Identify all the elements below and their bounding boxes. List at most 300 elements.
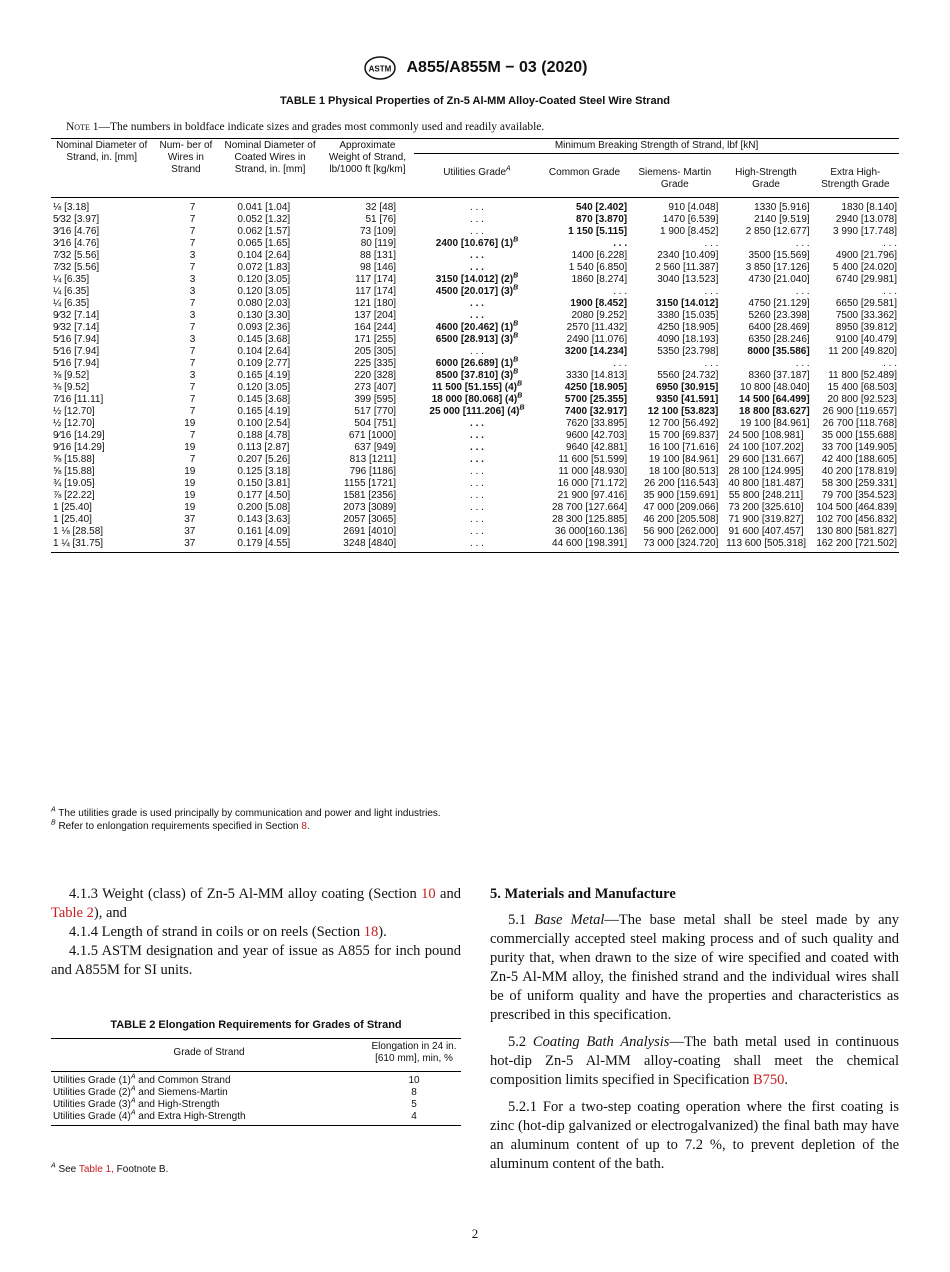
cell-high-strength bbox=[720, 262, 811, 274]
cell-text: 910 [4.048] bbox=[668, 202, 719, 213]
cell-text: . . . bbox=[470, 298, 484, 309]
cell-text: 46 200 [205.508] bbox=[643, 514, 719, 525]
cell-weight bbox=[321, 514, 414, 526]
cell-text: 5700 [25.355] bbox=[564, 394, 628, 405]
cell-text: 1 900 [8.452] bbox=[660, 226, 719, 237]
cell-text: ¾ [19.05] bbox=[53, 478, 95, 489]
cell-text: 18 800 [83.627] bbox=[739, 406, 810, 417]
cell-text: 870 [3.870] bbox=[575, 214, 628, 225]
cell-diameter bbox=[51, 274, 152, 286]
cell-diameter bbox=[51, 442, 152, 454]
cell-diameter bbox=[51, 382, 152, 394]
cell-extra-high bbox=[812, 526, 899, 538]
cell-text: 2073 [3089] bbox=[343, 502, 397, 513]
cell-diameter bbox=[51, 250, 152, 262]
cell-text: 26 900 [119.657] bbox=[822, 406, 897, 417]
cell-text: 7⁄16 [11.11] bbox=[53, 394, 104, 405]
section-18-link[interactable]: 18 bbox=[363, 924, 379, 940]
cell-siemens bbox=[629, 442, 720, 454]
cell-utilities bbox=[414, 262, 540, 274]
cell-text: 9⁄32 [7.14] bbox=[53, 322, 100, 333]
cell-siemens bbox=[629, 466, 720, 478]
table-row bbox=[51, 298, 899, 310]
cell-text: 16 100 [71.616] bbox=[648, 442, 719, 453]
cell-text: . . . bbox=[883, 238, 897, 249]
cell-common bbox=[540, 286, 629, 298]
cell-text: . . . bbox=[613, 286, 628, 297]
table2-footnote bbox=[51, 1164, 168, 1175]
cell-high-strength bbox=[720, 334, 811, 346]
cell-wire-diameter bbox=[219, 334, 320, 346]
cell-grade bbox=[51, 1087, 367, 1099]
cell-wires bbox=[152, 382, 219, 394]
cell-siemens bbox=[629, 322, 720, 334]
header-number-of-wires: Num- ber of Wires in Strand bbox=[152, 139, 219, 198]
cell-text: 37 bbox=[184, 538, 196, 549]
table-row bbox=[51, 1099, 461, 1111]
paragraph-5-1 bbox=[490, 911, 899, 1025]
cell-high-strength bbox=[720, 274, 811, 286]
footnote-marker: A bbox=[130, 1109, 136, 1117]
cell-wires bbox=[152, 442, 219, 454]
cell-wire-diameter bbox=[219, 250, 320, 262]
cell-text: 8360 [37.187] bbox=[748, 370, 810, 381]
cell-text: 813 [1211] bbox=[349, 454, 397, 465]
cell-text: . . . bbox=[470, 478, 484, 489]
cell-siemens bbox=[629, 334, 720, 346]
cell-siemens bbox=[629, 454, 720, 466]
cell-text: 2400 [10.676] (1) bbox=[435, 238, 514, 249]
p51-title: Base Metal bbox=[534, 912, 605, 928]
cell-extra-high bbox=[812, 298, 899, 310]
cell-high-strength bbox=[720, 310, 811, 322]
cell-wire-diameter bbox=[219, 490, 320, 502]
paragraph-4-1-5: 4.1.5 ASTM designation and year of issue as A855 for inch pound and A855M for SI units. bbox=[51, 943, 461, 978]
cell-text: . . . bbox=[883, 358, 897, 369]
cell-text: 1860 [8.274] bbox=[571, 274, 628, 285]
cell-wire-diameter bbox=[219, 226, 320, 238]
table-row bbox=[51, 226, 899, 238]
footnote-marker: B bbox=[513, 368, 519, 376]
cell-text: and High-Strength bbox=[135, 1099, 220, 1110]
cell-text: . . . bbox=[470, 442, 484, 453]
cell-text: 42 400 [188.605] bbox=[821, 454, 897, 465]
cell-text: 7620 [33.895] bbox=[565, 418, 628, 429]
cell-weight bbox=[321, 454, 414, 466]
cell-common bbox=[540, 538, 629, 553]
cell-text: 7400 [32.917] bbox=[564, 406, 628, 417]
table2-footnote-post: Footnote B. bbox=[113, 1164, 169, 1175]
table2-footnote-marker: A bbox=[51, 1162, 56, 1170]
cell-high-strength bbox=[720, 454, 811, 466]
cell-text: 0.143 [3.63] bbox=[237, 514, 291, 525]
cell-text: 11 600 [51.599] bbox=[558, 454, 628, 465]
cell-text: 540 [2.402] bbox=[575, 202, 628, 213]
page-number: 2 bbox=[471, 1226, 479, 1241]
table-row bbox=[51, 274, 899, 286]
cell-utilities bbox=[414, 286, 540, 298]
cell-text: 35 900 [159.691] bbox=[643, 490, 719, 501]
footnote-b-text: Refer to enlongation requirements specified in Section bbox=[55, 821, 302, 832]
cell-wire-diameter bbox=[219, 214, 320, 226]
cell-text: 24 500 [108.981] bbox=[728, 430, 804, 441]
cell-text: . . . bbox=[470, 202, 484, 213]
cell-text: 1470 [6.539] bbox=[662, 214, 719, 225]
cell-text: . . . bbox=[470, 490, 484, 501]
footnote-marker: A bbox=[130, 1085, 136, 1093]
cell-wires bbox=[152, 198, 219, 215]
header-utilities-grade-label: Utilities Grade bbox=[443, 167, 507, 178]
cell-text: 3200 [14.234] bbox=[564, 346, 628, 357]
cell-extra-high bbox=[812, 238, 899, 250]
cell-text: 6650 [29.581] bbox=[835, 298, 897, 309]
cell-text: 5⁄32 [3.97] bbox=[53, 214, 100, 225]
cell-siemens bbox=[629, 526, 720, 538]
cell-weight bbox=[321, 286, 414, 298]
cell-text: 0.100 [2.54] bbox=[237, 418, 291, 429]
cell-text: ⅝ [15.88] bbox=[53, 454, 95, 465]
cell-text: 3248 [4840] bbox=[343, 538, 397, 549]
cell-diameter bbox=[51, 334, 152, 346]
cell-common bbox=[540, 214, 629, 226]
cell-common bbox=[540, 514, 629, 526]
cell-text: 6000 [26.689] (1) bbox=[435, 358, 514, 369]
cell-wires bbox=[152, 274, 219, 286]
b750-link[interactable]: B750 bbox=[752, 1072, 785, 1088]
table-row bbox=[51, 358, 899, 370]
cell-text: 2691 [4010] bbox=[343, 526, 397, 537]
table-row bbox=[51, 346, 899, 358]
cell-siemens bbox=[629, 370, 720, 382]
cell-wires bbox=[152, 334, 219, 346]
cell-extra-high bbox=[812, 418, 899, 430]
cell-text: 4250 [18.905] bbox=[564, 382, 628, 393]
cell-utilities bbox=[414, 538, 540, 553]
cell-siemens bbox=[629, 430, 720, 442]
cell-common bbox=[540, 198, 629, 215]
cell-wires bbox=[152, 358, 219, 370]
cell-text: . . . bbox=[883, 286, 897, 297]
cell-text: 399 [595] bbox=[354, 394, 397, 405]
cell-high-strength bbox=[720, 346, 811, 358]
footnote-marker: A bbox=[130, 1097, 136, 1105]
cell-diameter bbox=[51, 514, 152, 526]
cell-siemens bbox=[629, 382, 720, 394]
cell-text: 0.188 [4.78] bbox=[237, 430, 291, 441]
cell-diameter bbox=[51, 538, 152, 553]
cell-utilities bbox=[414, 466, 540, 478]
cell-utilities bbox=[414, 322, 540, 334]
cell-text: 637 [949] bbox=[354, 442, 397, 453]
section-10-link[interactable]: 10 bbox=[421, 886, 436, 902]
cell-grade bbox=[51, 1072, 367, 1088]
cell-grade bbox=[51, 1099, 367, 1111]
cell-high-strength bbox=[720, 298, 811, 310]
cell-text: 9100 [40.479] bbox=[835, 334, 897, 345]
cell-wires bbox=[152, 514, 219, 526]
cell-utilities bbox=[414, 214, 540, 226]
cell-high-strength bbox=[720, 394, 811, 406]
header-elongation: Elongation in 24 in. [610 mm], min, % bbox=[367, 1039, 461, 1072]
cell-common bbox=[540, 466, 629, 478]
cell-text: 11 800 [52.489] bbox=[828, 370, 897, 381]
cell-text: 3 bbox=[189, 370, 196, 381]
cell-utilities bbox=[414, 526, 540, 538]
cell-text: . . . bbox=[470, 262, 484, 273]
p51-text: —The base metal shall be steel made by any commercially accepted steel making process and of such quality and purity that, when drawn to the size of wire specified and coated with Zn-5 Al-MM alloy, the finished strand and the individual wires shall be of uniform quality and have the properties and characteristics as prescribed in this specification. bbox=[490, 912, 900, 1023]
header-minimum-breaking-strength: Minimum Breaking Strength of Strand, lbf [kN] bbox=[414, 139, 899, 154]
cell-text: 2940 [13.078] bbox=[835, 214, 897, 225]
cell-siemens bbox=[629, 346, 720, 358]
cell-text: . . . bbox=[795, 286, 810, 297]
cell-utilities bbox=[414, 442, 540, 454]
paragraph-5-2-1: 5.2.1 For a two-step coating operation where the first coating is zinc (hot-dip galvanized or electrogalvanized) the final bath may have an aluminum content of up to 7.2 %, to prevent depletion of the aluminum content of the bath. bbox=[490, 1099, 899, 1172]
cell-wires bbox=[152, 466, 219, 478]
cell-wires bbox=[152, 430, 219, 442]
cell-siemens bbox=[629, 514, 720, 526]
cell-text: Utilities Grade (2) bbox=[53, 1087, 131, 1098]
cell-utilities bbox=[414, 250, 540, 262]
cell-text: . . . bbox=[613, 358, 628, 369]
cell-text: 0.165 [4.19] bbox=[237, 406, 291, 417]
document-designation: A855/A855M − 03 (2020) bbox=[406, 59, 588, 76]
cell-wire-diameter bbox=[219, 322, 320, 334]
cell-text: 35 000 [155.688] bbox=[821, 430, 897, 441]
table2-title: TABLE 2 Elongation Requirements for Grades of Strand bbox=[110, 1019, 402, 1031]
cell-diameter bbox=[51, 346, 152, 358]
cell-wires bbox=[152, 226, 219, 238]
header-utilities-grade-sup: A bbox=[506, 165, 511, 173]
cell-weight bbox=[321, 198, 414, 215]
cell-wire-diameter bbox=[219, 382, 320, 394]
footnote-marker: A bbox=[130, 1073, 136, 1081]
cell-text: 19 100 [84.961] bbox=[648, 454, 719, 465]
cell-wire-diameter bbox=[219, 418, 320, 430]
cell-text: 18 100 [80.513] bbox=[648, 466, 719, 477]
table1-note bbox=[66, 121, 544, 133]
cell-text: ½ [12.70] bbox=[53, 406, 95, 417]
cell-text: 12 100 [53.823] bbox=[647, 406, 719, 417]
cell-text: 3380 [15.035] bbox=[657, 310, 719, 321]
footnote-marker: B bbox=[513, 356, 519, 364]
footnote-marker: B bbox=[519, 404, 525, 412]
cell-wire-diameter bbox=[219, 370, 320, 382]
cell-siemens bbox=[629, 198, 720, 215]
cell-text: 1330 [5.916] bbox=[754, 202, 810, 213]
cell-wires bbox=[152, 310, 219, 322]
section-8-link[interactable]: 8 bbox=[301, 821, 307, 832]
cell-text: 6400 [28.469] bbox=[748, 322, 810, 333]
cell-common bbox=[540, 418, 629, 430]
cell-weight bbox=[321, 358, 414, 370]
cell-diameter bbox=[51, 198, 152, 215]
cell-weight bbox=[321, 238, 414, 250]
table-row bbox=[51, 526, 899, 538]
cell-text: . . . bbox=[470, 526, 484, 537]
cell-text: 2 850 [12.677] bbox=[745, 226, 810, 237]
cell-text: 3 bbox=[189, 310, 196, 321]
cell-text: 15 400 [68.503] bbox=[827, 382, 897, 393]
header-common-grade-label: Common Grade bbox=[548, 167, 621, 178]
cell-common bbox=[540, 250, 629, 262]
cell-text: 7 bbox=[189, 346, 196, 357]
cell-weight bbox=[321, 310, 414, 322]
cell-text: 0.130 [3.30] bbox=[237, 310, 291, 321]
cell-wire-diameter bbox=[219, 198, 320, 215]
p52-title: Coating Bath Analysis bbox=[532, 1034, 670, 1050]
cell-utilities bbox=[414, 490, 540, 502]
cell-common bbox=[540, 262, 629, 274]
cell-text: 19 bbox=[184, 502, 196, 513]
cell-text: 0.177 [4.50] bbox=[237, 490, 291, 501]
cell-common bbox=[540, 490, 629, 502]
cell-high-strength bbox=[720, 238, 811, 250]
cell-text: 40 800 [181.487] bbox=[728, 478, 804, 489]
cell-text: 9600 [42.703] bbox=[565, 430, 628, 441]
cell-text: 47 000 [209.066] bbox=[643, 502, 719, 513]
cell-diameter bbox=[51, 358, 152, 370]
cell-wires bbox=[152, 526, 219, 538]
cell-text: 2057 [3065] bbox=[343, 514, 397, 525]
svg-text:ASTM: ASTM bbox=[368, 64, 391, 74]
cell-utilities bbox=[414, 454, 540, 466]
cell-text: 19 bbox=[184, 442, 196, 453]
cell-text: 12 700 [56.492] bbox=[648, 418, 719, 429]
cell-wires bbox=[152, 346, 219, 358]
cell-high-strength bbox=[720, 430, 811, 442]
cell-text: 164 [244] bbox=[354, 322, 397, 333]
cell-text: 7 bbox=[189, 202, 196, 213]
cell-high-strength bbox=[720, 418, 811, 430]
cell-diameter bbox=[51, 214, 152, 226]
cell-high-strength bbox=[720, 382, 811, 394]
cell-text: . . . bbox=[470, 226, 484, 237]
cell-siemens bbox=[629, 418, 720, 430]
cell-high-strength bbox=[720, 358, 811, 370]
cell-utilities bbox=[414, 346, 540, 358]
cell-text: 0.065 [1.65] bbox=[237, 238, 291, 249]
table-row bbox=[51, 430, 899, 442]
p413-text-c: ), and bbox=[93, 905, 127, 921]
cell-wires bbox=[152, 250, 219, 262]
cell-text: . . . bbox=[704, 358, 719, 369]
cell-weight bbox=[321, 250, 414, 262]
cell-diameter bbox=[51, 238, 152, 250]
footnote-b-marker: B bbox=[51, 819, 56, 827]
cell-text: 171 [255] bbox=[354, 334, 397, 345]
cell-text: 28 100 [124.995] bbox=[728, 466, 804, 477]
table1-footnotes bbox=[51, 807, 441, 833]
cell-text: ⅜ [9.52] bbox=[53, 382, 90, 393]
cell-elongation: 5 bbox=[411, 1099, 417, 1110]
table-row bbox=[51, 1111, 461, 1126]
table-1-link[interactable]: Table 1, bbox=[78, 1164, 114, 1175]
table-row bbox=[51, 478, 899, 490]
cell-text: 7 bbox=[189, 238, 196, 249]
cell-text: 7 bbox=[189, 430, 196, 441]
cell-text: 9640 [42.881] bbox=[565, 442, 628, 453]
p414-text-b: ). bbox=[378, 924, 387, 940]
cell-weight bbox=[321, 538, 414, 553]
cell-text: Utilities Grade (1) bbox=[53, 1075, 131, 1086]
cell-common bbox=[540, 430, 629, 442]
cell-utilities bbox=[414, 298, 540, 310]
cell-extra-high bbox=[812, 274, 899, 286]
cell-high-strength bbox=[720, 526, 811, 538]
cell-text: 671 [1000] bbox=[348, 430, 397, 441]
cell-text: 504 [751] bbox=[354, 418, 397, 429]
cell-text: 7500 [33.362] bbox=[835, 310, 897, 321]
cell-siemens bbox=[629, 250, 720, 262]
cell-high-strength bbox=[720, 322, 811, 334]
footnote-marker: B bbox=[513, 332, 519, 340]
table-row bbox=[51, 334, 899, 346]
cell-diameter bbox=[51, 490, 152, 502]
cell-text: 0.145 [3.68] bbox=[237, 394, 291, 405]
cell-extra-high bbox=[812, 490, 899, 502]
cell-text: . . . bbox=[470, 214, 484, 225]
cell-text: . . . bbox=[470, 346, 484, 357]
cell-extra-high bbox=[812, 454, 899, 466]
cell-text: 6740 [29.981] bbox=[835, 274, 897, 285]
cell-extra-high bbox=[812, 514, 899, 526]
cell-text: 117 [174] bbox=[355, 274, 397, 285]
cell-weight bbox=[321, 226, 414, 238]
table-row bbox=[51, 1087, 461, 1099]
cell-text: 1 [25.40] bbox=[53, 514, 92, 525]
cell-text: 5⁄16 [7.94] bbox=[53, 334, 100, 345]
cell-text: 2080 [9.252] bbox=[571, 310, 628, 321]
cell-high-strength bbox=[720, 502, 811, 514]
table-row bbox=[51, 250, 899, 262]
cell-high-strength bbox=[720, 198, 811, 215]
cell-text: 9⁄16 [14.29] bbox=[53, 430, 105, 441]
cell-high-strength bbox=[720, 370, 811, 382]
cell-text: 796 [1186] bbox=[349, 466, 397, 477]
cell-text: 73 [109] bbox=[359, 226, 397, 237]
cell-common bbox=[540, 346, 629, 358]
cell-text: 1 150 [5.115] bbox=[568, 226, 628, 237]
cell-text: and Common Strand bbox=[135, 1075, 231, 1086]
cell-text: . . . bbox=[470, 454, 484, 465]
cell-text: 1400 [6.228] bbox=[571, 250, 628, 261]
cell-text: 1 ¼ [31.75] bbox=[53, 538, 104, 549]
cell-wires bbox=[152, 454, 219, 466]
cell-text: 3 bbox=[189, 274, 196, 285]
cell-wires bbox=[152, 370, 219, 382]
cell-text: 4600 [20.462] (1) bbox=[435, 322, 514, 333]
table-2-link[interactable]: Table 2 bbox=[51, 905, 94, 921]
cell-text: 0.150 [3.81] bbox=[237, 478, 291, 489]
cell-text: 25 000 [111.206] (4) bbox=[429, 406, 520, 417]
cell-wire-diameter bbox=[219, 394, 320, 406]
cell-siemens bbox=[629, 394, 720, 406]
cell-text: 7 bbox=[189, 226, 196, 237]
cell-text: 8950 [39.812] bbox=[835, 322, 897, 333]
cell-text: 11 200 [49.820] bbox=[828, 346, 897, 357]
cell-extra-high bbox=[812, 250, 899, 262]
cell-weight bbox=[321, 346, 414, 358]
cell-text: 7 bbox=[189, 358, 196, 369]
footnote-marker: B bbox=[517, 392, 523, 400]
cell-weight bbox=[321, 370, 414, 382]
cell-text: ⅝ [15.88] bbox=[53, 466, 95, 477]
cell-text: 0.062 [1.57] bbox=[237, 226, 291, 237]
cell-diameter bbox=[51, 322, 152, 334]
header-high-strength-grade-label: High-Strength Grade bbox=[735, 167, 797, 190]
cell-utilities bbox=[414, 502, 540, 514]
cell-extra-high bbox=[812, 502, 899, 514]
